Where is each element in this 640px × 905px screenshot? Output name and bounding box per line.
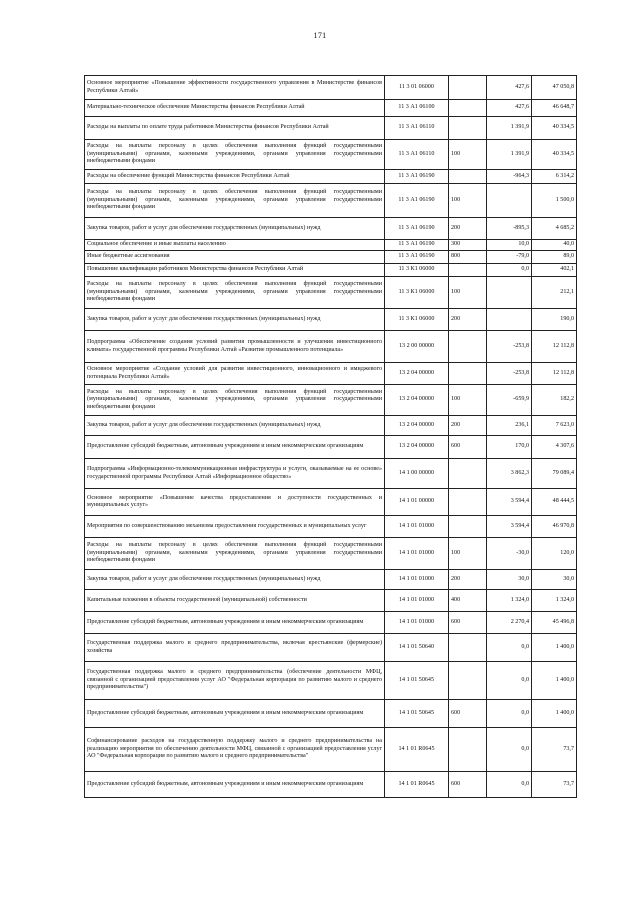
row-target-code: 11 3 А1 06100 (385, 100, 449, 117)
row-change-amount: 3 594,4 (487, 489, 532, 516)
row-change-amount: 3 594,4 (487, 516, 532, 538)
table-row (85, 772, 577, 798)
row-change-amount: -253,8 (487, 331, 532, 363)
row-expense-type (449, 331, 487, 363)
table-row (85, 538, 577, 570)
table-row (85, 363, 577, 385)
row-change-amount: 0,0 (487, 634, 532, 662)
row-target-code: 11 3 01 06000 (385, 76, 449, 100)
row-description: Повышение квалификации работников Министерства финансов Республики Алтай (85, 264, 385, 277)
row-description: Закупка товаров, работ и услуг для обеспечения государственных (муниципальных) нужд (85, 218, 385, 240)
table-row (85, 436, 577, 459)
row-target-code: 14 1 01 50640 (385, 634, 449, 662)
row-total-amount: 1 400,0 (532, 700, 577, 728)
row-total-amount: 73,7 (532, 728, 577, 772)
row-change-amount: 0,0 (487, 772, 532, 798)
page-number: 171 (313, 31, 327, 40)
table-row (85, 170, 577, 184)
row-total-amount: 47 050,8 (532, 76, 577, 100)
row-target-code: 11 3 А1 06110 (385, 117, 449, 140)
row-change-amount: -30,0 (487, 538, 532, 570)
row-expense-type (449, 634, 487, 662)
row-target-code: 13 2 04 00000 (385, 436, 449, 459)
table-row (85, 331, 577, 363)
row-change-amount (487, 309, 532, 331)
row-expense-type (449, 363, 487, 385)
row-change-amount: 427,6 (487, 100, 532, 117)
row-total-amount: 40 334,5 (532, 140, 577, 170)
row-expense-type (449, 516, 487, 538)
row-expense-type: 200 (449, 218, 487, 240)
row-total-amount: 182,2 (532, 385, 577, 416)
row-total-amount: 212,1 (532, 277, 577, 309)
row-total-amount: 48 444,5 (532, 489, 577, 516)
budget-table (84, 75, 577, 798)
row-description: Расходы на выплаты персоналу в целях обеспечения выполнения функций государственными (муниципальными) органами, казенными учреждениями, органами управления государственными внебюджетными фондами (85, 184, 385, 218)
row-change-amount: 1 391,9 (487, 140, 532, 170)
row-expense-type: 600 (449, 700, 487, 728)
budget-table-body (85, 76, 577, 798)
row-description: Расходы на выплаты персоналу в целях обеспечения выполнения функций государственными (муниципальными) органами, казенными учреждениями, органами управления государственными внебюджетными фондами (85, 140, 385, 170)
row-change-amount: 10,0 (487, 240, 532, 251)
table-row (85, 612, 577, 634)
row-total-amount: 30,0 (532, 570, 577, 590)
table-row (85, 489, 577, 516)
row-change-amount (487, 277, 532, 309)
row-change-amount: 0,0 (487, 700, 532, 728)
row-target-code: 11 3 К1 06000 (385, 264, 449, 277)
row-change-amount: 1 391,9 (487, 117, 532, 140)
table-row (85, 590, 577, 612)
table-row (85, 516, 577, 538)
row-total-amount: 4 307,6 (532, 436, 577, 459)
row-target-code: 13 2 04 00000 (385, 416, 449, 436)
row-change-amount: 2 270,4 (487, 612, 532, 634)
row-expense-type (449, 728, 487, 772)
table-row (85, 76, 577, 100)
row-description: Расходы на выплаты по оплате труда работников Министерства финансов Республики Алтай (85, 117, 385, 140)
table-row (85, 277, 577, 309)
row-target-code: 11 3 А1 06110 (385, 140, 449, 170)
row-target-code: 14 1 01 00000 (385, 489, 449, 516)
row-expense-type: 400 (449, 590, 487, 612)
row-change-amount: 0,0 (487, 264, 532, 277)
row-target-code: 14 1 01 01000 (385, 590, 449, 612)
row-expense-type (449, 100, 487, 117)
row-change-amount: 236,1 (487, 416, 532, 436)
row-expense-type (449, 459, 487, 489)
row-total-amount: 1 324,0 (532, 590, 577, 612)
row-target-code: 14 1 01 01000 (385, 570, 449, 590)
row-total-amount: 45 496,8 (532, 612, 577, 634)
table-row (85, 662, 577, 700)
table-row (85, 728, 577, 772)
row-target-code: 11 3 А1 06190 (385, 184, 449, 218)
row-change-amount: 0,0 (487, 662, 532, 700)
row-description: Расходы на выплаты персоналу в целях обеспечения выполнения функций государственными (муниципальными) органами, казенными учреждениями, органами управления государственными внебюджетными фондами (85, 277, 385, 309)
row-target-code: 11 3 А1 06190 (385, 251, 449, 264)
table-row (85, 140, 577, 170)
row-description: Мероприятия по совершенствованию механизма предоставления государственных и муниципальных услуг (85, 516, 385, 538)
row-target-code: 11 3 А1 06190 (385, 170, 449, 184)
row-description: Расходы на выплаты персоналу в целях обеспечения выполнения функций государственными (муниципальными) органами, казенными учреждениями, органами управления государственными внебюджетными фондами (85, 385, 385, 416)
row-change-amount: -659,9 (487, 385, 532, 416)
row-expense-type (449, 117, 487, 140)
row-description: Софинансирование расходов на государственную поддержку малого и среднего предпринимательства на реализацию мероприятия по обеспечению деятельности МФЦ, связанной с организацией предоставления услуг АО "Федеральная корпорация по развитию малого и среднего предпринимательства" (85, 728, 385, 772)
row-target-code: 14 1 01 R0645 (385, 772, 449, 798)
row-description: Государственная поддержка малого и среднего предпринимательства (обеспечение деятельности МФЦ, связанной с организацией предоставления услуг АО "Федеральная корпорация по развитию малого и среднего предпринимательства") (85, 662, 385, 700)
row-description: Социальное обеспечение и иные выплаты населению (85, 240, 385, 251)
table-row (85, 700, 577, 728)
row-total-amount: 89,0 (532, 251, 577, 264)
row-description: Основное мероприятие «Повышение качества предоставления и доступности государственных и муниципальных услуг» (85, 489, 385, 516)
row-total-amount: 190,0 (532, 309, 577, 331)
row-target-code: 13 2 00 00000 (385, 331, 449, 363)
row-change-amount: 0,0 (487, 728, 532, 772)
row-target-code: 11 3 К1 06000 (385, 309, 449, 331)
row-change-amount: 170,0 (487, 436, 532, 459)
table-row (85, 100, 577, 117)
row-target-code: 13 2 04 00000 (385, 385, 449, 416)
row-total-amount: 73,7 (532, 772, 577, 798)
row-expense-type: 300 (449, 240, 487, 251)
row-target-code: 14 1 01 01000 (385, 538, 449, 570)
row-target-code: 14 1 01 R0645 (385, 728, 449, 772)
row-target-code: 14 1 00 00000 (385, 459, 449, 489)
table-row (85, 264, 577, 277)
row-change-amount (487, 184, 532, 218)
row-expense-type: 800 (449, 251, 487, 264)
row-expense-type (449, 489, 487, 516)
row-description: Закупка товаров, работ и услуг для обеспечения государственных (муниципальных) нужд (85, 570, 385, 590)
row-expense-type: 200 (449, 309, 487, 331)
row-expense-type: 100 (449, 184, 487, 218)
row-change-amount: 1 324,0 (487, 590, 532, 612)
row-total-amount: 46 648,7 (532, 100, 577, 117)
row-expense-type (449, 76, 487, 100)
row-target-code: 14 1 01 01000 (385, 612, 449, 634)
row-target-code: 14 1 01 50645 (385, 662, 449, 700)
row-change-amount: 3 862,3 (487, 459, 532, 489)
row-description: Основное мероприятие «Создание условий для развития инвестиционного, инновационного и имиджевого потенциала Республики Алтай» (85, 363, 385, 385)
row-total-amount: 1 400,0 (532, 634, 577, 662)
row-expense-type: 100 (449, 385, 487, 416)
row-total-amount: 1 500,0 (532, 184, 577, 218)
row-total-amount: 46 970,8 (532, 516, 577, 538)
row-expense-type: 100 (449, 277, 487, 309)
row-change-amount: 427,6 (487, 76, 532, 100)
row-total-amount: 4 685,2 (532, 218, 577, 240)
row-change-amount: 30,0 (487, 570, 532, 590)
row-total-amount: 12 112,8 (532, 331, 577, 363)
row-expense-type: 200 (449, 416, 487, 436)
row-description: Закупка товаров, работ и услуг для обеспечения государственных (муниципальных) нужд (85, 309, 385, 331)
row-total-amount: 120,0 (532, 538, 577, 570)
row-expense-type: 600 (449, 612, 487, 634)
row-target-code: 11 3 К1 06000 (385, 277, 449, 309)
row-expense-type (449, 264, 487, 277)
table-row (85, 309, 577, 331)
row-expense-type (449, 170, 487, 184)
row-expense-type (449, 662, 487, 700)
row-description: Основное мероприятие «Повышение эффективности государственного управления в Министерстве финансов Республики Алтай» (85, 76, 385, 100)
table-row (85, 240, 577, 251)
row-description: Расходы на выплаты персоналу в целях обеспечения выполнения функций государственными (муниципальными) органами, казенными учреждениями, органами управления государственными внебюджетными фондами (85, 538, 385, 570)
row-expense-type: 200 (449, 570, 487, 590)
row-target-code: 13 2 04 00000 (385, 363, 449, 385)
row-change-amount: -964,3 (487, 170, 532, 184)
row-description: Закупка товаров, работ и услуг для обеспечения государственных (муниципальных) нужд (85, 416, 385, 436)
row-description: Предоставление субсидий бюджетным, автономным учреждениям и иным некоммерческим организациям (85, 700, 385, 728)
table-row (85, 570, 577, 590)
row-expense-type: 100 (449, 538, 487, 570)
row-total-amount: 402,1 (532, 264, 577, 277)
row-expense-type: 600 (449, 772, 487, 798)
row-expense-type: 100 (449, 140, 487, 170)
row-change-amount: -895,3 (487, 218, 532, 240)
row-description: Капитальные вложения в объекты государственной (муниципальной) собственности (85, 590, 385, 612)
row-description: Иные бюджетные ассигнования (85, 251, 385, 264)
row-expense-type: 600 (449, 436, 487, 459)
row-target-code: 11 3 А1 06190 (385, 240, 449, 251)
table-row (85, 218, 577, 240)
table-row (85, 251, 577, 264)
table-row (85, 385, 577, 416)
row-total-amount: 6 314,2 (532, 170, 577, 184)
table-row (85, 459, 577, 489)
row-description: Предоставление субсидий бюджетным, автономным учреждениям и иным некоммерческим организациям (85, 436, 385, 459)
row-total-amount: 7 623,0 (532, 416, 577, 436)
row-description: Государственная поддержка малого и среднего предпринимательства, включая крестьянские (фермерские) хозяйства (85, 634, 385, 662)
row-description: Материально-техническое обеспечение Министерства финансов Республики Алтай (85, 100, 385, 117)
row-total-amount: 12 112,8 (532, 363, 577, 385)
row-description: Подпрограмма «Информационно-телекоммуникационная инфраструктура и услуги, оказываемые на ее основе» государственной программы Республики Алтай «Информационное общество» (85, 459, 385, 489)
row-description: Предоставление субсидий бюджетным, автономным учреждениям и иным некоммерческим организациям (85, 612, 385, 634)
row-description: Предоставление субсидий бюджетным, автономным учреждениям и иным некоммерческим организациям (85, 772, 385, 798)
table-row (85, 416, 577, 436)
row-target-code: 11 3 А1 06190 (385, 218, 449, 240)
table-row (85, 184, 577, 218)
table-row (85, 117, 577, 140)
row-total-amount: 1 400,0 (532, 662, 577, 700)
row-description: Расходы на обеспечение функций Министерства финансов Республики Алтай (85, 170, 385, 184)
row-target-code: 14 1 01 01000 (385, 516, 449, 538)
row-description: Подпрограмма «Обеспечение создания условий развития промышленности и улучшения инвестиционного климата» государственной программы Республики Алтай «Развитие промышленного потенциала» (85, 331, 385, 363)
row-target-code: 14 1 01 50645 (385, 700, 449, 728)
table-row (85, 634, 577, 662)
row-total-amount: 40,0 (532, 240, 577, 251)
row-total-amount: 79 089,4 (532, 459, 577, 489)
row-total-amount: 40 334,5 (532, 117, 577, 140)
row-change-amount: -253,8 (487, 363, 532, 385)
row-change-amount: -79,0 (487, 251, 532, 264)
